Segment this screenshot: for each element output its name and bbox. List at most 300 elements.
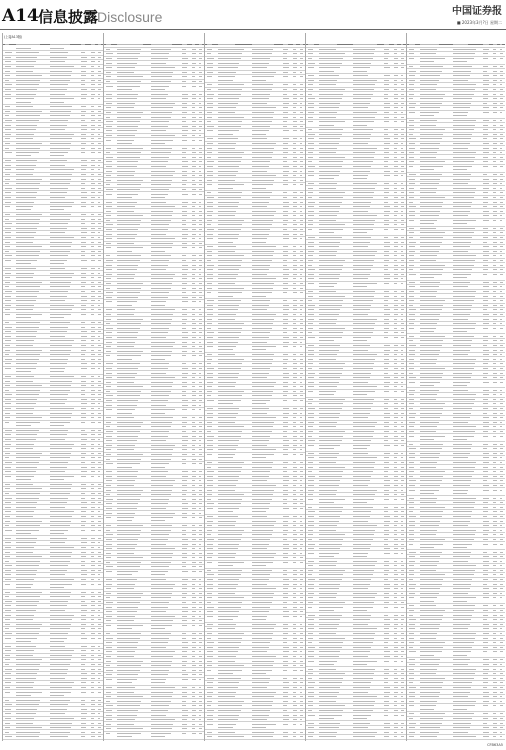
table-cell: [319, 373, 342, 374]
table-cell: [199, 557, 202, 558]
table-cell: [394, 403, 398, 404]
table-cell: [182, 148, 187, 149]
table-cell: [50, 682, 74, 683]
table-cell: [308, 633, 313, 634]
table-cell: [252, 180, 274, 181]
table-cell: [308, 143, 314, 144]
table-cell: [192, 710, 196, 711]
table-cell: [319, 619, 340, 620]
table-cell: [218, 624, 236, 625]
table-cell: [91, 268, 95, 269]
table-cell: [117, 513, 135, 514]
table-cell: [308, 291, 313, 292]
table-cell: [293, 246, 296, 247]
table-cell: [192, 463, 196, 464]
table-cell: [218, 602, 242, 603]
table-cell: [283, 539, 287, 540]
table-cell: [182, 597, 186, 598]
table-cell: [98, 511, 100, 512]
table-cell: [106, 422, 111, 423]
table-cell: [106, 454, 111, 455]
table-cell: [252, 642, 270, 643]
table-row: [104, 570, 204, 578]
table-cell: [199, 480, 201, 481]
table-cell: [353, 161, 373, 162]
table-cell: [199, 346, 202, 347]
table-cell: [117, 661, 143, 662]
table-cell: [106, 301, 112, 302]
table-cell: [218, 696, 235, 697]
table-cell: [199, 202, 201, 203]
table-cell: [353, 202, 371, 203]
table-cell: [401, 440, 404, 441]
table-cell: [117, 647, 137, 648]
table-cell: [353, 80, 377, 81]
table-cell: [16, 71, 33, 72]
table-cell: [207, 449, 213, 450]
table-cell: [207, 224, 211, 225]
table-cell: [117, 417, 134, 418]
table-cell: [106, 642, 112, 643]
table-cell: [300, 485, 302, 486]
table-cell: [5, 584, 10, 585]
table-cell: [106, 355, 110, 356]
table-cell: [81, 462, 85, 463]
table-cell: [293, 701, 296, 702]
table-cell: [91, 467, 95, 468]
table-cell: [98, 476, 100, 477]
table-cell: [252, 175, 276, 176]
table-cell: [50, 561, 70, 562]
table-cell: [50, 286, 70, 287]
table-cell: [300, 368, 303, 369]
table-cell: [192, 485, 195, 486]
table-cell: [300, 417, 302, 418]
table-cell: [5, 413, 10, 414]
table-cell: [353, 242, 370, 243]
table-cell: [182, 229, 188, 230]
table-cell: [283, 305, 289, 306]
table-cell: [50, 354, 70, 355]
table-cell: [207, 215, 212, 216]
table-cell: [401, 445, 404, 446]
table-cell: [81, 692, 86, 693]
table-cell: [218, 633, 244, 634]
table-cell: [283, 647, 289, 648]
table-cell: [300, 377, 302, 378]
table-cell: [5, 570, 11, 571]
table-cell: [283, 373, 289, 374]
table-cell: [384, 628, 389, 629]
table-cell: [50, 246, 71, 247]
table-cell: [384, 328, 389, 329]
table-cell: [207, 323, 212, 324]
table-cell: [394, 373, 398, 374]
table-cell: [300, 395, 303, 396]
table-cell: [401, 593, 403, 594]
table-cell: [319, 345, 340, 346]
table-cell: [293, 647, 297, 648]
table-cell: [283, 490, 288, 491]
table-cell: [117, 76, 143, 77]
table-cell: [106, 710, 112, 711]
table-cell: [293, 539, 297, 540]
table-cell: [5, 228, 11, 229]
table-cell: [182, 323, 186, 324]
table-cell: [117, 355, 141, 356]
table-row: [205, 129, 305, 137]
table-cell: [401, 98, 404, 99]
table-cell: [300, 670, 303, 671]
table-cell: [394, 224, 397, 225]
table-cell: [394, 457, 397, 458]
table-cell: [98, 174, 101, 175]
table-cell: [353, 58, 373, 59]
table-cell: [283, 440, 289, 441]
table-cell: [308, 480, 314, 481]
table-cell: [300, 148, 303, 149]
table-cell: [106, 351, 111, 352]
table-cell: [16, 484, 33, 485]
table-row: [104, 246, 204, 254]
table-cell: [192, 67, 195, 68]
table-cell: [283, 130, 289, 131]
table-cell: [182, 562, 186, 563]
table-cell: [91, 188, 95, 189]
table-cell: [117, 130, 137, 131]
table-cell: [151, 625, 172, 626]
table-cell: [207, 269, 213, 270]
table-cell: [81, 111, 86, 112]
table-cell: [353, 152, 375, 153]
table-cell: [199, 513, 201, 514]
table-cell: [91, 659, 94, 660]
table-cell: [207, 670, 211, 671]
table-cell: [394, 494, 397, 495]
table-cell: [401, 143, 403, 144]
table-cell: [91, 638, 95, 639]
table-cell: [192, 126, 196, 127]
table-cell: [5, 736, 12, 737]
table-cell: [252, 342, 267, 343]
table-cell: [16, 462, 39, 463]
table-cell: [252, 579, 269, 580]
table-cell: [151, 148, 172, 149]
table-cell: [192, 611, 196, 612]
table-cell: [283, 107, 288, 108]
table-cell: [401, 112, 403, 113]
table-cell: [151, 701, 171, 702]
table-cell: [98, 692, 101, 693]
table-cell: [252, 283, 274, 284]
table-cell: [218, 562, 244, 563]
table-cell: [401, 363, 404, 364]
table-cell: [199, 206, 201, 207]
table-cell: [293, 602, 297, 603]
table-cell: [252, 408, 269, 409]
table-cell: [5, 417, 10, 418]
table-cell: [293, 449, 296, 450]
table-cell: [353, 403, 373, 404]
table-cell: [293, 400, 297, 401]
table-cell: [81, 336, 87, 337]
table-cell: [192, 215, 195, 216]
table-cell: [117, 135, 135, 136]
table-cell: [182, 81, 186, 82]
table-cell: [151, 710, 168, 711]
table-cell: [300, 719, 302, 720]
table-cell: [300, 354, 303, 355]
table-cell: [218, 494, 244, 495]
table-cell: [50, 94, 65, 95]
table-cell: [50, 619, 72, 620]
table-cell: [98, 498, 101, 499]
table-cell: [218, 211, 236, 212]
table-cell: [308, 309, 314, 310]
table-cell: [199, 405, 201, 406]
table-cell: [384, 490, 389, 491]
table-cell: [300, 584, 302, 585]
table-cell: [182, 459, 186, 460]
table-cell: [192, 674, 196, 675]
table-cell: [353, 354, 377, 355]
table-cell: [394, 368, 398, 369]
table-cell: [151, 670, 169, 671]
table-cell: [353, 166, 371, 167]
table-cell: [106, 63, 112, 64]
table-cell: [199, 224, 202, 225]
table-cell: [207, 570, 211, 571]
table-cell: [283, 624, 288, 625]
table-cell: [182, 553, 187, 554]
table-cell: [5, 309, 10, 310]
table-cell: [384, 593, 389, 594]
table-cell: [300, 342, 302, 343]
table-cell: [252, 395, 272, 396]
table-cell: [151, 224, 169, 225]
table-cell: [308, 283, 314, 284]
table-cell: [117, 175, 134, 176]
table-cell: [192, 553, 195, 554]
table-cell: [16, 152, 39, 153]
table-cell: [16, 502, 37, 503]
table-cell: [199, 503, 202, 504]
table-cell: [98, 552, 101, 553]
table-cell: [252, 220, 273, 221]
table-cell: [106, 395, 113, 396]
table-cell: [151, 260, 169, 261]
table-cell: [98, 345, 101, 346]
table-cell: [192, 391, 196, 392]
table-cell: [182, 94, 188, 95]
table-cell: [16, 359, 39, 360]
table-cell: [353, 129, 373, 130]
table-cell: [394, 633, 397, 634]
table-cell: [117, 633, 141, 634]
table-cell: [283, 579, 289, 580]
table-cell: [91, 314, 94, 315]
table-cell: [199, 651, 201, 652]
table-cell: [192, 171, 195, 172]
table-cell: [98, 305, 100, 306]
table-cell: [308, 305, 315, 306]
table-cell: [50, 633, 68, 634]
table-cell: [16, 695, 31, 696]
table-cell: [394, 305, 398, 306]
table-cell: [308, 490, 314, 491]
table-cell: [199, 670, 202, 671]
table-cell: [16, 533, 31, 534]
table-cell: [91, 336, 95, 337]
table-cell: [199, 602, 202, 603]
table-cell: [16, 129, 36, 130]
table-cell: [151, 283, 172, 284]
table-cell: [293, 377, 297, 378]
table-cell: [50, 484, 72, 485]
table-cell: [293, 373, 297, 374]
table-cell: [199, 674, 202, 675]
table-cell: [283, 332, 287, 333]
table-cell: [16, 556, 42, 557]
table-cell: [98, 417, 101, 418]
table-cell: [207, 368, 214, 369]
table-cell: [182, 733, 186, 734]
table-cell: [353, 476, 371, 477]
table-cell: [300, 440, 303, 441]
table-cell: [283, 63, 289, 64]
table-cell: [192, 255, 196, 256]
table-cell: [16, 592, 42, 593]
table-cell: [384, 314, 390, 315]
table-cell: [401, 633, 404, 634]
table-cell: [394, 166, 398, 167]
table-cell: [252, 63, 269, 64]
table-cell: [207, 611, 213, 612]
table-cell: [182, 602, 186, 603]
table-cell: [293, 480, 297, 481]
table-cell: [300, 494, 303, 495]
table-cell: [384, 206, 390, 207]
table-cell: [283, 656, 288, 657]
table-cell: [117, 67, 135, 68]
table-cell: [319, 134, 342, 135]
table-cell: [384, 161, 388, 162]
table-cell: [283, 508, 289, 509]
table-cell: [308, 67, 314, 68]
table-cell: [401, 570, 404, 571]
table-cell: [401, 121, 404, 122]
table-cell: [50, 371, 64, 372]
table-cell: [106, 86, 113, 87]
table-cell: [252, 539, 270, 540]
table-cell: [401, 453, 403, 454]
table-cell: [50, 659, 71, 660]
table-cell: [91, 246, 94, 247]
table-cell: [308, 260, 313, 261]
table-cell: [98, 350, 101, 351]
table-cell: [5, 282, 10, 283]
table-cell: [16, 673, 37, 674]
table-cell: [394, 98, 398, 99]
table-cell: [218, 403, 233, 404]
table-cell: [16, 638, 37, 639]
table-cell: [252, 701, 273, 702]
table-cell: [283, 246, 288, 247]
table-cell: [394, 445, 398, 446]
table-cell: [283, 98, 289, 99]
table-cell: [252, 224, 272, 225]
table-cell: [319, 129, 343, 130]
table-cell: [192, 562, 196, 563]
table-cell: [300, 503, 303, 504]
table-cell: [182, 238, 187, 239]
table-cell: [151, 140, 173, 141]
table-cell: [182, 53, 186, 54]
table-cell: [401, 534, 404, 535]
table-cell: [50, 260, 67, 261]
table-cell: [91, 237, 94, 238]
table-cell: [16, 192, 37, 193]
table-cell: [199, 148, 202, 149]
table-cell: [293, 300, 297, 301]
table-cell: [151, 363, 169, 364]
table-cell: [192, 309, 195, 310]
table-row: [3, 205, 103, 213]
table-cell: [192, 409, 195, 410]
table-cell: [106, 620, 111, 621]
table-cell: [117, 625, 143, 626]
table-cell: [182, 534, 186, 535]
table-cell: [300, 476, 303, 477]
table-cell: [199, 494, 202, 495]
table-cell: [182, 566, 186, 567]
table-cell: [182, 269, 188, 270]
table-cell: [117, 363, 140, 364]
table-cell: [207, 53, 211, 54]
table-cell: [199, 98, 201, 99]
table-cell: [218, 570, 242, 571]
table-cell: [50, 143, 71, 144]
table-cell: [218, 574, 241, 575]
table-cell: [319, 255, 336, 256]
table-cell: [218, 134, 233, 135]
table-cell: [353, 485, 368, 486]
table-cell: [394, 314, 398, 315]
table-cell: [151, 265, 168, 266]
table-cell: [353, 125, 367, 126]
table-cell: [218, 499, 242, 500]
table-cell: [192, 351, 195, 352]
table-cell: [293, 332, 297, 333]
table-cell: [394, 413, 398, 414]
table-cell: [192, 579, 196, 580]
table-cell: [50, 300, 65, 301]
table-cell: [308, 431, 313, 432]
table-cell: [106, 715, 112, 716]
table-cell: [300, 651, 302, 652]
table-cell: [319, 107, 339, 108]
table-cell: [207, 391, 212, 392]
table-cell: [293, 656, 296, 657]
table-cell: [353, 359, 375, 360]
table-cell: [384, 359, 389, 360]
table-cell: [192, 494, 196, 495]
table-cell: [218, 238, 238, 239]
table-cell: [293, 288, 296, 289]
table-cell: [5, 129, 11, 130]
table-cell: [91, 498, 95, 499]
table-cell: [384, 499, 389, 500]
